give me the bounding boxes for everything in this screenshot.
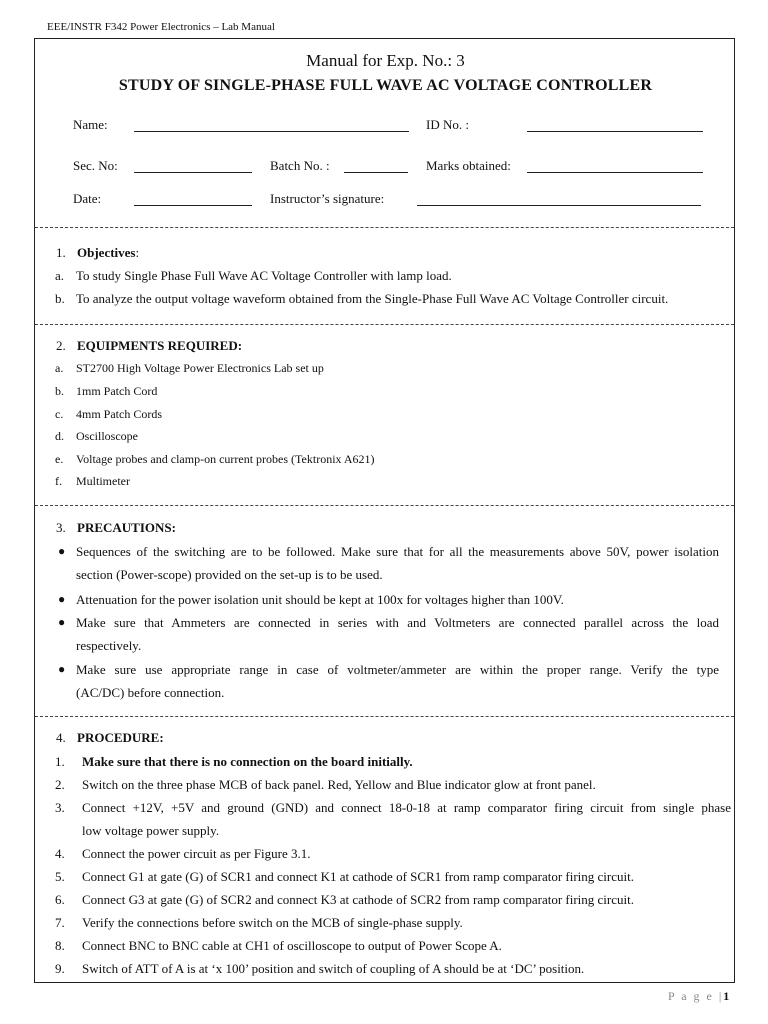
precaution-item-line: Make sure use appropriate range in case of voltmeter/ammeter are within the proper range. Verify the type <box>76 662 719 677</box>
id-label: ID No. : <box>426 117 469 132</box>
sec-field[interactable] <box>134 172 252 173</box>
page-label: P a g e | <box>668 989 724 1003</box>
procedure-title: PROCEDURE: <box>77 730 164 745</box>
equipment-item-text: Voltage probes and clamp-on current probes (Tektronix A621) <box>76 452 375 466</box>
procedure-step-number: 9. <box>55 961 65 976</box>
experiment-title: STUDY OF SINGLE-PHASE FULL WAVE AC VOLTAGE CONTROLLER <box>118 77 653 94</box>
sec-label: Sec. No: <box>73 158 118 173</box>
procedure-step-text: Connect G3 at gate (G) of SCR2 and connect K3 at cathode of SCR2 from ramp comparator firing circuit. <box>82 892 634 907</box>
page-footer <box>668 989 729 1004</box>
procedure-step-number: 2. <box>55 777 65 792</box>
procedure-number: 4. <box>56 730 66 745</box>
procedure-step-text: Connect the power circuit as per Figure 3.1. <box>82 846 311 861</box>
equipments-title: EQUIPMENTS REQUIRED: <box>77 338 243 353</box>
procedure-step-text: Switch of ATT of A is at ‘x 100’ position and switch of coupling of A should be at ‘DC’ position. <box>82 961 585 976</box>
objectives-title: Objectives <box>77 245 136 260</box>
procedure-step-number: 7. <box>55 915 65 930</box>
procedure-step-number: 3. <box>55 800 65 815</box>
procedure-step-text: Connect +12V, +5V and ground (GND) and connect 18-0-18 at ramp comparator firing circuit from single phase <box>82 800 731 815</box>
name-label: Name: <box>73 117 108 132</box>
section-divider <box>35 505 734 506</box>
manual-title: Manual for Exp. No.: 3 <box>306 51 465 70</box>
equipments-heading <box>56 338 242 354</box>
precaution-item-line: respectively. <box>76 638 142 653</box>
id-field[interactable] <box>527 131 703 132</box>
procedure-step-number: 1. <box>55 754 65 769</box>
bullet-icon: ● <box>58 662 66 676</box>
precaution-item-line: Attenuation for the power isolation unit should be kept at 100x for voltages higher than 100V. <box>76 592 564 607</box>
equipment-item-text: 4mm Patch Cords <box>76 407 162 421</box>
objective-item-text: To analyze the output voltage waveform obtained from the Single-Phase Full Wave AC Voltage Controller circuit. <box>76 291 669 306</box>
manual-frame <box>34 38 735 983</box>
section-divider <box>35 324 734 325</box>
equipment-item-marker: d. <box>55 429 64 443</box>
procedure-step-number: 8. <box>55 938 65 953</box>
bullet-icon: ● <box>58 544 66 558</box>
procedure-step-text: Connect BNC to BNC cable at CH1 of oscilloscope to output of Power Scope A. <box>82 938 502 953</box>
precautions-number: 3. <box>56 520 66 535</box>
procedure-heading <box>56 730 164 746</box>
procedure-step-text: Make sure that there is no connection on the board initially. <box>82 754 413 769</box>
procedure-step-number: 6. <box>55 892 65 907</box>
signature-label: Instructor’s signature: <box>270 191 385 206</box>
equipment-item-text: ST2700 High Voltage Power Electronics Lab set up <box>76 361 324 375</box>
equipment-item-marker: e. <box>55 452 64 466</box>
procedure-step-text: Connect G1 at gate (G) of SCR1 and connect K1 at cathode of SCR1 from ramp comparator firing circuit. <box>82 869 634 884</box>
marks-field[interactable] <box>527 172 703 173</box>
section-divider <box>35 716 734 717</box>
equipment-item-marker: a. <box>55 361 64 375</box>
date-field[interactable] <box>134 205 252 206</box>
signature-field[interactable] <box>417 205 701 206</box>
equipments-number: 2. <box>56 338 66 353</box>
date-label: Date: <box>73 191 102 206</box>
batch-label: Batch No. : <box>270 158 330 173</box>
procedure-step-text: Switch on the three phase MCB of back panel. Red, Yellow and Blue indicator glow at front panel. <box>82 777 596 792</box>
objectives-colon: : <box>135 245 140 260</box>
objective-item-marker: b. <box>55 291 65 306</box>
precautions-heading <box>56 520 176 536</box>
precaution-item-line: section (Power-scope) provided on the set-up is to be used. <box>76 567 383 582</box>
precaution-item-line: Make sure that Ammeters are connected in series with and Voltmeters are connected parallel across the load <box>76 615 719 630</box>
procedure-step-text: Verify the connections before switch on the MCB of single-phase supply. <box>82 915 463 930</box>
procedure-step-text: low voltage power supply. <box>82 823 220 838</box>
equipment-item-text: Multimeter <box>76 474 130 488</box>
procedure-step-number: 5. <box>55 869 65 884</box>
marks-label: Marks obtained: <box>426 158 511 173</box>
procedure-step-number: 4. <box>55 846 65 861</box>
batch-field[interactable] <box>344 172 408 173</box>
section-divider <box>35 227 734 228</box>
equipment-item-text: 1mm Patch Cord <box>76 384 158 398</box>
name-field[interactable] <box>134 131 409 132</box>
precaution-item-line: (AC/DC) before connection. <box>76 685 225 700</box>
objectives-heading <box>56 245 139 261</box>
equipment-item-marker: f. <box>55 474 62 488</box>
equipment-item-marker: b. <box>55 384 64 398</box>
precautions-title: PRECAUTIONS: <box>77 520 176 535</box>
objective-item-marker: a. <box>55 268 65 283</box>
bullet-icon: ● <box>58 615 66 629</box>
objectives-number: 1. <box>56 245 66 260</box>
document-header: EEE/INSTR F342 Power Electronics – Lab Manual <box>47 21 275 33</box>
precaution-item-line: Sequences of the switching are to be followed. Make sure that for all the measurements above 50V, power isolation <box>76 544 719 559</box>
page-number: 1 <box>723 989 730 1003</box>
objective-item-text: To study Single Phase Full Wave AC Voltage Controller with lamp load. <box>76 268 452 283</box>
equipment-item-text: Oscilloscope <box>76 429 138 443</box>
equipment-item-marker: c. <box>55 407 64 421</box>
bullet-icon: ● <box>58 592 66 606</box>
